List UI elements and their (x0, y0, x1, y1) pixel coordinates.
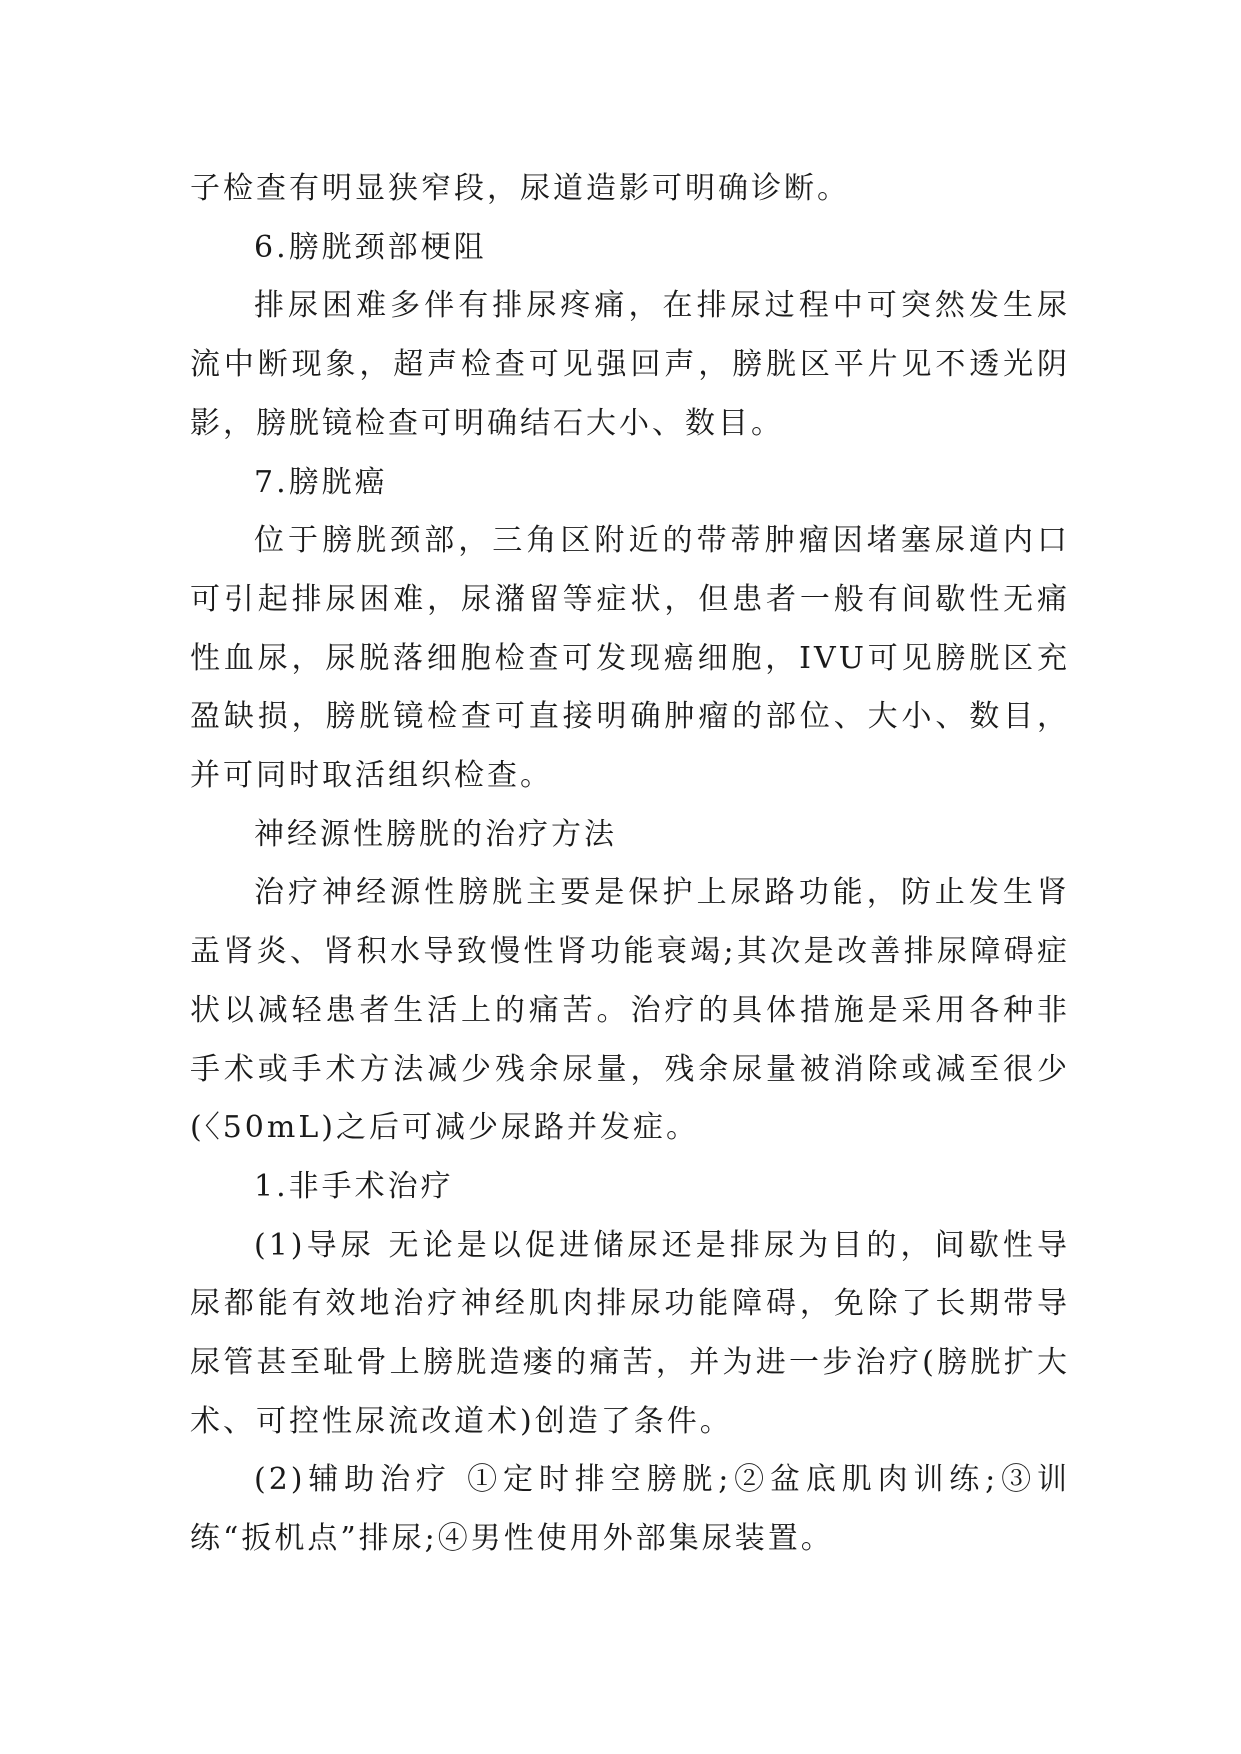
paragraph-catheterization: (1)导尿 无论是以促进储尿还是排尿为目的，间歇性导尿都能有效地治疗神经肌肉排尿功能障碍，免除了长期带导尿管甚至耻骨上膀胱造瘘的痛苦，并为进一步治疗(膀胱扩大术、可控性尿流改道术)创造了条件。 (190, 1227, 1070, 1439)
paragraph-auxiliary-treatment: (2)辅助治疗 ①定时排空膀胱;②盆底肌肉训练;③训练“扳机点”排尿;④男性使用外部集尿装置。 (190, 1462, 1070, 1557)
section-heading-bladder-neck-obstruction: 6.膀胱颈部梗阻 (254, 229, 487, 265)
paragraph-bladder-neck-obstruction: 排尿困难多伴有排尿疼痛，在排尿过程中可突然发生尿流中断现象，超声检查可见强回声，膀胱区平片见不透光阴影，膀胱镜检查可明确结石大小、数目。 (190, 288, 1070, 441)
section-heading-treatment: 神经源性膀胱的治疗方法 (254, 816, 617, 852)
paragraph-treatment-overview: 治疗神经源性膀胱主要是保护上尿路功能，防止发生肾盂肾炎、肾积水导致慢性肾功能衰竭;其次是改善排尿障碍症状以减轻患者生活上的痛苦。治疗的具体措施是采用各种非手术或手术方法减少残余尿量，残余尿量被消除或减至很少(〈50mL)之后可减少尿路并发症。 (190, 875, 1070, 1146)
paragraph-continued: 子检查有明显狭窄段，尿道造影可明确诊断。 (190, 171, 850, 206)
paragraph-bladder-cancer: 位于膀胱颈部，三角区附近的带蒂肿瘤因堵塞尿道内口可引起排尿困难，尿潴留等症状，但患者一般有间歇性无痛性血尿，尿脱落细胞检查可发现癌细胞，IVU可见膀胱区充盈缺损，膀胱镜检查可直接明确肿瘤的部位、大小、数目，并可同时取活组织检查。 (190, 523, 1070, 794)
section-heading-non-surgical: 1.非手术治疗 (254, 1168, 454, 1204)
section-heading-bladder-cancer: 7.膀胱癌 (254, 464, 388, 500)
document-body (190, 160, 1070, 1569)
